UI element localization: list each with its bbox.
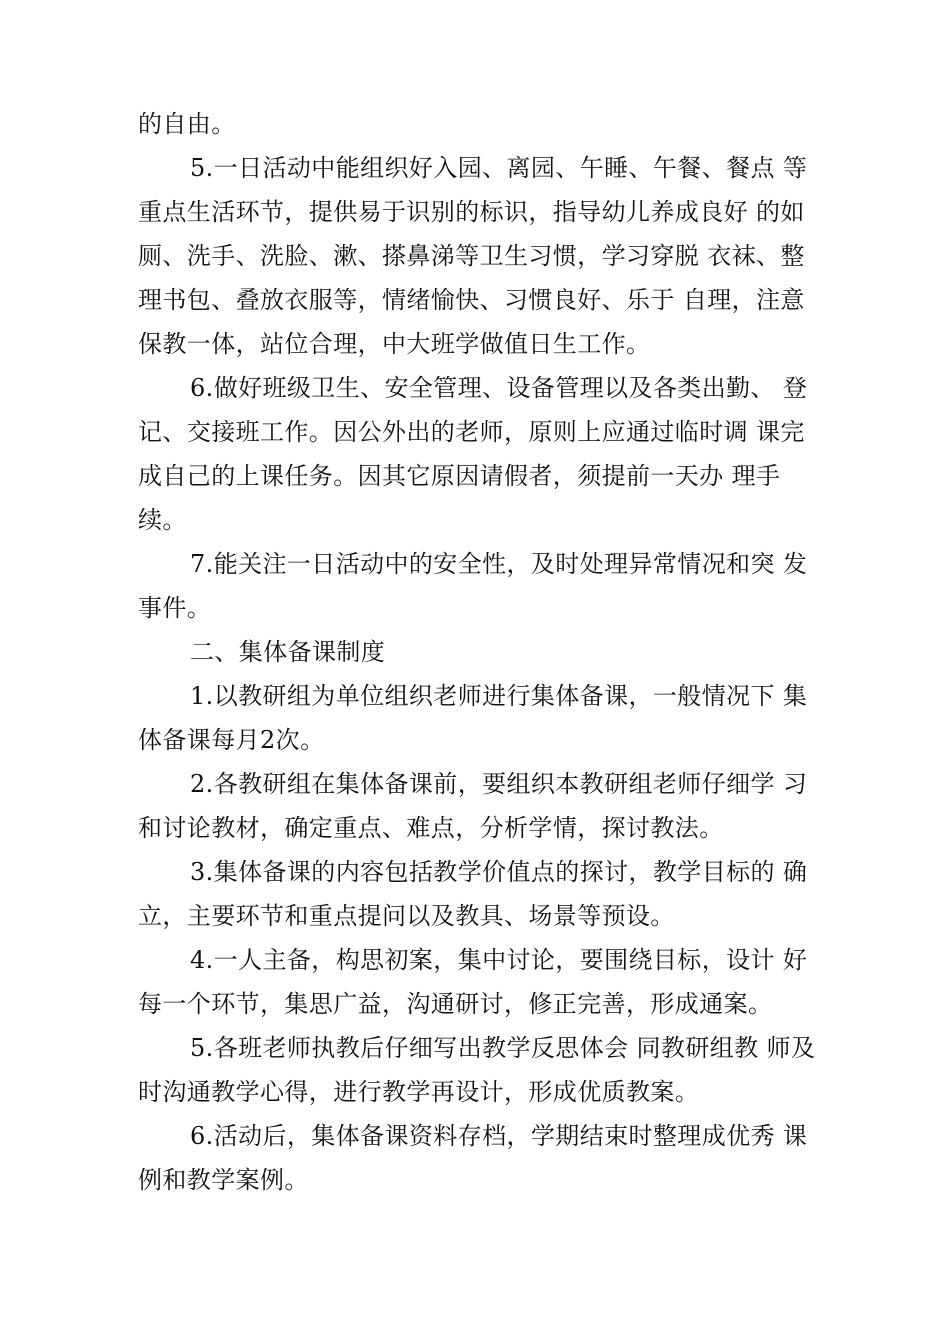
text-line: 和讨论教材，确定重点、难点，分析学情，探讨教法。 [138, 814, 724, 842]
text-line: 时沟通教学心得，进行教学再设计，形成优质教案。 [138, 1078, 700, 1106]
text-line: 保教一体，站位合理，中大班学做值日生工作。 [138, 330, 651, 358]
paragraph-item-7-safety [138, 542, 828, 630]
section-heading-collective-lesson-prep [138, 630, 828, 674]
text-line: 6.活动后，集体备课资料存档，学期结束时整理成优秀 课 [190, 1122, 808, 1150]
text-line: 每一个环节，集思广益，沟通研讨，修正完善，形成通案。 [138, 990, 773, 1018]
text-line: 1.以教研组为单位组织老师进行集体备课，一般情况下 集 [190, 682, 808, 710]
paragraph-item-6-archive [138, 1114, 828, 1202]
text-line: 3.集体备课的内容包括教学价值点的探讨，教学目标的 确 [190, 858, 808, 886]
paragraph-item-3-prep-content [138, 850, 828, 938]
text-line: 例和教学案例。 [138, 1166, 309, 1194]
text-line: 5.各班老师执教后仔细写出教学反思体会 同教研组教 师及 [190, 1034, 816, 1062]
text-line: 厕、洗手、洗脸、漱、搽鼻涕等卫生习惯，学习穿脱 衣袜、整 [138, 242, 805, 270]
text-line: 的自由。 [138, 110, 236, 138]
paragraph-item-5-reflection [138, 1026, 828, 1114]
text-line: 7.能关注一日活动中的安全性，及时处理异常情况和突 发 [190, 550, 808, 578]
text-line: 5.一日活动中能组织好入园、离园、午睡、午餐、餐点 等 [190, 154, 808, 182]
paragraph-item-4-main-prep [138, 938, 828, 1026]
paragraph-item-6-class-management [138, 366, 828, 542]
text-line: 重点生活环节，提供易于识别的标识，指导幼儿养成良好 的如 [138, 198, 805, 226]
text-line: 立，主要环节和重点提问以及教具、场景等预设。 [138, 902, 675, 930]
paragraph-item-1-collective-prep [138, 674, 828, 762]
text-line: 理书包、叠放衣服等，情绪愉快、习惯良好、乐于 自理，注意 [138, 286, 805, 314]
paragraph-continuation [138, 102, 828, 146]
text-line: 6.做好班级卫生、安全管理、设备管理以及各类出勤、 登 [190, 374, 808, 402]
section-title: 二、集体备课制度 [190, 638, 386, 666]
document-body [138, 102, 828, 1202]
text-line: 续。 [138, 506, 187, 534]
text-line: 体备课每月2次。 [138, 726, 325, 754]
paragraph-item-2-study-materials [138, 762, 828, 850]
paragraph-item-5-daily-activities [138, 146, 828, 366]
text-line: 2.各教研组在集体备课前，要组织本教研组老师仔细学 习 [190, 770, 808, 798]
text-line: 记、交接班工作。因公外出的老师，原则上应通过临时调 课完 [138, 418, 805, 446]
text-line: 4.一人主备，构思初案，集中讨论，要围绕目标，设计 好 [190, 946, 808, 974]
text-line: 事件。 [138, 594, 212, 622]
text-line: 成自己的上课任务。因其它原因请假者，须提前一天办 理手 [138, 462, 781, 490]
